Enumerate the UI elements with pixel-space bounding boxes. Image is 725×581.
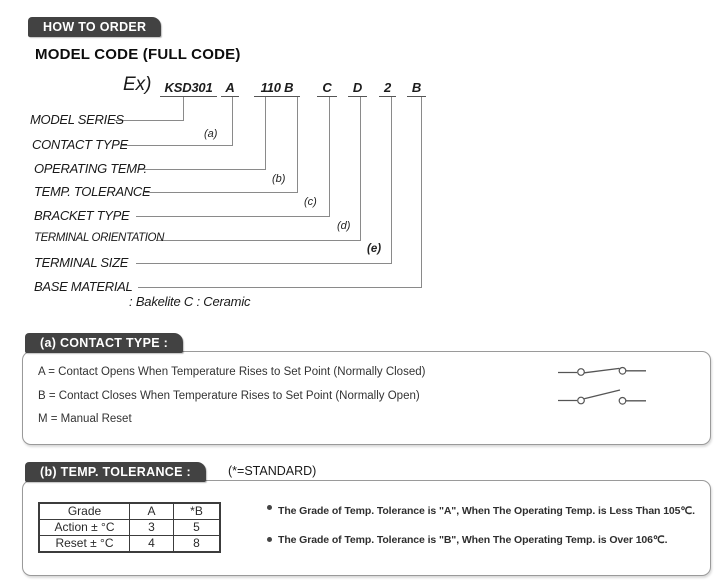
diagram-ref-d: (d) [337, 220, 351, 232]
normally-closed-switch-icon [556, 363, 648, 379]
section-b-tab [25, 462, 206, 482]
leader-vline-terminal-size [391, 97, 392, 263]
bullet-icon [267, 505, 272, 510]
page-title: MODEL CODE (FULL CODE) [35, 46, 241, 63]
code-segment-bracket-type: C [317, 79, 337, 97]
leader-vline-operating-temp [265, 97, 266, 169]
leader-hline-terminal-orientation [156, 240, 361, 241]
how-to-order-header-label: HOW TO ORDER [43, 20, 147, 34]
tolerance-action-label: Action ± °C [39, 520, 130, 536]
section-a-tab-label: (a) CONTACT TYPE : [40, 336, 169, 350]
standard-note: (*=STANDARD) [228, 464, 317, 478]
tolerance-table [38, 502, 221, 553]
tolerance-reset-b-value: 8 [174, 536, 221, 553]
leader-hline-model-series [114, 120, 184, 121]
table-row-action [39, 520, 220, 536]
tolerance-table-header-grade: Grade [39, 503, 130, 520]
code-segment-model-series: KSD301 [160, 79, 217, 97]
diagram-ref-b: (b) [272, 173, 286, 185]
diagram-ref-e: (e) [367, 243, 382, 255]
leader-vline-terminal-orientation [360, 97, 361, 240]
normally-open-switch-icon [556, 387, 648, 407]
tolerance-action-b-value: 5 [174, 520, 221, 536]
bullet-icon [267, 537, 272, 542]
tolerance-table-header-a: A [130, 503, 174, 520]
base-material-note: : Bakelite C : Ceramic [129, 294, 251, 309]
contact-type-row-a: A = Contact Opens When Temperature Rises to Set Point (Normally Closed) [38, 366, 426, 378]
tolerance-note-grade-b [267, 534, 667, 546]
leader-hline-base-material [138, 287, 422, 288]
leader-hline-operating-temp [139, 169, 266, 170]
contact-type-row-m: M = Manual Reset [38, 413, 132, 425]
leader-vline-bracket-type [329, 97, 330, 216]
tolerance-reset-a-value: 4 [130, 536, 174, 553]
contact-type-row-b: B = Contact Closes When Temperature Rises to Set Point (Normally Open) [38, 390, 420, 402]
diagram-label-base-material: BASE MATERIAL [34, 279, 133, 294]
section-a-tab [25, 333, 183, 353]
how-to-order-header-tab [28, 17, 161, 37]
leader-hline-terminal-size [136, 263, 392, 264]
diagram-label-terminal-orientation: TERMINAL ORIENTATION [34, 232, 165, 244]
code-segment-contact-type: A [221, 79, 239, 97]
example-prefix: Ex) [123, 74, 152, 95]
diagram-ref-c: (c) [304, 196, 317, 208]
table-row-reset [39, 536, 220, 553]
leader-vline-model-series [183, 97, 184, 120]
leader-vline-contact-type [232, 97, 233, 145]
diagram-label-terminal-size: TERMINAL SIZE [34, 255, 129, 270]
code-segment-base-material: B [407, 79, 426, 97]
tolerance-action-a-value: 3 [130, 520, 174, 536]
diagram-label-temp-tolerance: TEMP. TOLERANCE [34, 184, 151, 199]
tolerance-table-header-b: *B [174, 503, 221, 520]
tolerance-note-grade-b-text: The Grade of Temp. Tolerance is "B", When The Operating Temp. is Over 106℃. [278, 534, 668, 546]
diagram-label-model-series: MODEL SERIES [30, 112, 124, 127]
diagram-label-operating-temp: OPERATING TEMP. [34, 161, 147, 176]
table-header-row [39, 503, 220, 520]
tolerance-reset-label: Reset ± °C [39, 536, 130, 553]
code-segment-operating-temp: 110 B [254, 79, 300, 97]
leader-vline-base-material [421, 97, 422, 287]
leader-hline-temp-tolerance [145, 192, 298, 193]
diagram-label-contact-type: CONTACT TYPE [32, 137, 128, 152]
code-segment-terminal-orientation: D [348, 79, 367, 97]
leader-hline-bracket-type [136, 216, 330, 217]
diagram-ref-a: (a) [204, 128, 218, 140]
tolerance-note-grade-a [267, 505, 695, 517]
tolerance-note-grade-a-text: The Grade of Temp. Tolerance is "A", When The Operating Temp. is Less Than 105℃. [278, 505, 695, 517]
leader-hline-contact-type [122, 145, 233, 146]
code-segment-terminal-size: 2 [379, 79, 396, 97]
section-b-tab-label: (b) TEMP. TOLERANCE : [40, 465, 191, 479]
diagram-label-bracket-type: BRACKET TYPE [34, 208, 130, 223]
leader-vline-temp-tolerance [297, 97, 298, 192]
